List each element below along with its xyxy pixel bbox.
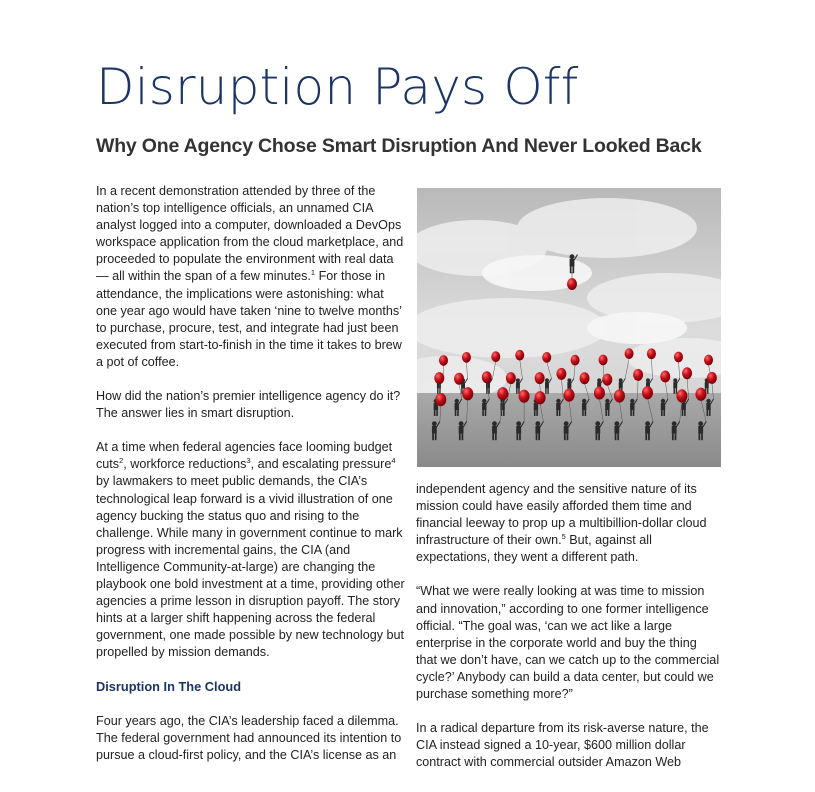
footnote-ref: 2 <box>119 456 124 466</box>
paragraph-text: by lawmakers to meet public demands, the CIA’s technological leap forward is a vivid illustration of one agency bucking the status quo and rising to the challenge. While many in government continue to mark progress with incremental gains, the CIA (and Intelligence Community-at-large) are changing the playbook one bold investment at a time, providing other agencies a prime lesson in disruption payoff. The story hints at a larger shift happening across the federal government, one made possible by new technology but propelled by mission demands. <box>96 474 405 660</box>
paragraph-text: For those in attendance, the implications were astonishing: what one year ago would have taken ‘nine to twelve months’ to purchase, procure, test, and integrate had just been executed from start-to-finish in the time it takes to brew a pot of coffee. <box>96 269 402 369</box>
paragraph-text: , and escalating pressure <box>250 457 392 472</box>
footnote-ref: 4 <box>391 456 396 466</box>
paragraph-text: independent agency and the sensitive nature of its mission could have easily afforded them time and financial leeway to prop up a multibillion-dollar cloud infrastructure of their own. <box>416 482 707 548</box>
footnote-ref: 1 <box>310 268 316 278</box>
paragraph: In a radical departure from its risk-averse nature, the CIA instead signed a 10-year, $600 million dollar contract with commercial outsider Amazon Web <box>416 721 709 770</box>
paragraph-text: At a time when federal agencies face looming budget cuts <box>96 440 393 472</box>
paragraph <box>96 439 406 661</box>
section-heading: Disruption In The Cloud <box>96 679 242 695</box>
paragraph <box>416 481 721 566</box>
page-title: Disruption Pays Off <box>96 58 579 116</box>
paragraph: How did the nation’s premier intelligence agency do it? The answer lies in smart disruption. <box>96 389 401 421</box>
balloon-crowd-photo <box>417 188 721 467</box>
right-column <box>416 481 721 788</box>
page-subtitle: Why One Agency Chose Smart Disruption And Never Looked Back <box>96 135 702 157</box>
paragraph <box>96 183 406 371</box>
footnote-ref: 3 <box>246 456 251 466</box>
footnote-ref: 5 <box>561 532 566 542</box>
left-column <box>96 183 406 781</box>
paragraph-text: But, against all expectations, they went a different path. <box>416 533 652 565</box>
paragraph-text: , workforce reductions <box>123 457 247 472</box>
paragraph-text: In a recent demonstration attended by three of the nation’s top intelligence officials, an unnamed CIA analyst logged into a computer, downloaded a DevOps workspace application from the cloud marketplace, and proceeded to populate the environment with real data — all within the span of a few minutes. <box>96 184 404 284</box>
paragraph: Four years ago, the CIA’s leadership faced a dilemma. The federal government had announced its intention to pursue a cloud-first policy, and the CIA’s license as an <box>96 713 402 762</box>
paragraph: “What we were really looking at was time to mission and innovation,” according to one former intelligence official. “The goal was, ‘can we act like a large enterprise in the corporate world and buy the thing that we don’t have, can we catch up to the commercial cycle?’ Anybody can build a data center, but could we purchase something more?” <box>416 584 720 702</box>
